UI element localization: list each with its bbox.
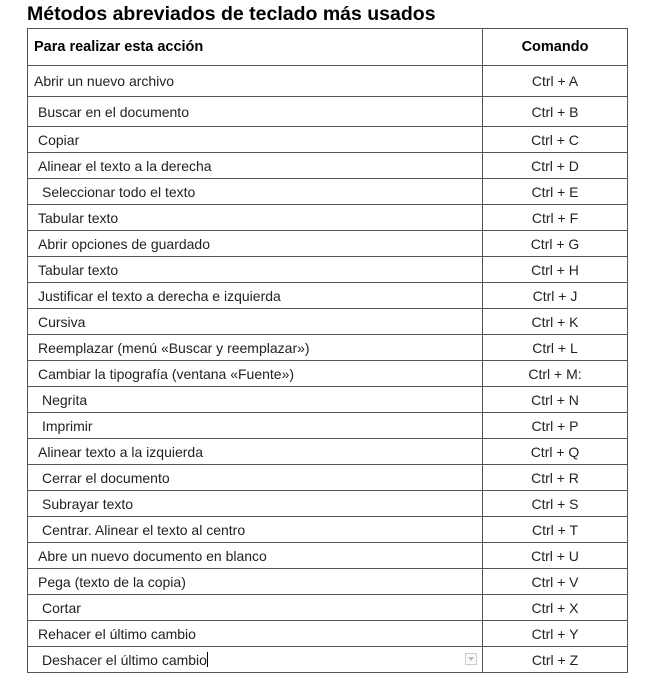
command-cell: Ctrl + C bbox=[483, 127, 628, 153]
action-cell bbox=[28, 205, 483, 231]
command-cell: Ctrl + Z bbox=[483, 647, 628, 673]
command-cell: Ctrl + F bbox=[483, 205, 628, 231]
table-row bbox=[28, 413, 628, 439]
action-cell bbox=[28, 465, 483, 491]
action-cell bbox=[28, 543, 483, 569]
action-cell bbox=[28, 439, 483, 465]
table-row bbox=[28, 66, 628, 97]
command-cell: Ctrl + U bbox=[483, 543, 628, 569]
action-text: Copiar bbox=[38, 131, 80, 148]
command-cell: Ctrl + N bbox=[483, 387, 628, 413]
table-row bbox=[28, 283, 628, 309]
command-cell: Ctrl + T bbox=[483, 517, 628, 543]
table-row bbox=[28, 153, 628, 179]
command-cell: Ctrl + H bbox=[483, 257, 628, 283]
action-text: Justificar el texto a derecha e izquierda bbox=[38, 287, 281, 304]
column-header-action: Para realizar esta acción bbox=[28, 29, 483, 66]
command-cell: Ctrl + G bbox=[483, 231, 628, 257]
action-text: Buscar en el documento bbox=[38, 103, 189, 120]
command-cell: Ctrl + P bbox=[483, 413, 628, 439]
header-row bbox=[28, 29, 628, 66]
page-title: Métodos abreviados de teclado más usados bbox=[27, 3, 436, 25]
action-cell bbox=[28, 309, 483, 335]
action-text: Reemplazar (menú «Buscar y reemplazar») bbox=[38, 339, 310, 356]
table-body bbox=[28, 66, 628, 673]
command-cell: Ctrl + R bbox=[483, 465, 628, 491]
action-text: Abrir opciones de guardado bbox=[38, 235, 211, 252]
action-cell bbox=[28, 595, 483, 621]
action-cell bbox=[28, 621, 483, 647]
table-row bbox=[28, 257, 628, 283]
action-text: Negrita bbox=[42, 391, 88, 408]
command-cell: Ctrl + D bbox=[483, 153, 628, 179]
action-cell bbox=[28, 361, 483, 387]
action-text: Abrir un nuevo archivo bbox=[34, 73, 175, 89]
column-header-command: Comando bbox=[483, 29, 628, 66]
command-cell: Ctrl + X bbox=[483, 595, 628, 621]
table-row bbox=[28, 569, 628, 595]
action-cell bbox=[28, 491, 483, 517]
table-row bbox=[28, 309, 628, 335]
action-text: Subrayar texto bbox=[42, 495, 134, 512]
action-cell bbox=[28, 231, 483, 257]
table-row bbox=[28, 647, 628, 673]
action-text: Imprimir bbox=[42, 417, 93, 434]
action-text: Tabular texto bbox=[38, 261, 119, 278]
table-row bbox=[28, 491, 628, 517]
table-row bbox=[28, 439, 628, 465]
table-row bbox=[28, 231, 628, 257]
action-cell bbox=[28, 97, 483, 127]
action-text: Centrar. Alinear el texto al centro bbox=[42, 521, 246, 538]
action-cell bbox=[28, 569, 483, 595]
action-cell bbox=[28, 127, 483, 153]
command-cell: Ctrl + Y bbox=[483, 621, 628, 647]
action-text: Cortar bbox=[42, 599, 81, 616]
command-cell: Ctrl + B bbox=[483, 97, 628, 127]
command-cell: Ctrl + S bbox=[483, 491, 628, 517]
dropdown-arrow-icon[interactable] bbox=[465, 653, 477, 665]
action-text: Deshacer el último cambio bbox=[42, 651, 207, 668]
command-cell: Ctrl + L bbox=[483, 335, 628, 361]
action-text: Rehacer el último cambio bbox=[38, 625, 196, 642]
action-cell bbox=[28, 647, 483, 673]
command-cell: Ctrl + K bbox=[483, 309, 628, 335]
command-cell: Ctrl + E bbox=[483, 179, 628, 205]
table-row bbox=[28, 621, 628, 647]
table-row bbox=[28, 97, 628, 127]
table-row bbox=[28, 205, 628, 231]
action-cell bbox=[28, 387, 483, 413]
action-text: Alinear texto a la izquierda bbox=[38, 443, 203, 460]
action-text: Cambiar la tipografía (ventana «Fuente») bbox=[38, 365, 295, 382]
action-text: Seleccionar todo el texto bbox=[42, 183, 196, 200]
action-cell bbox=[28, 257, 483, 283]
table-row bbox=[28, 127, 628, 153]
table-row bbox=[28, 179, 628, 205]
command-cell: Ctrl + Q bbox=[483, 439, 628, 465]
command-cell: Ctrl + M: bbox=[483, 361, 628, 387]
action-text: Pega (texto de la copia) bbox=[38, 573, 186, 590]
action-text: Cursiva bbox=[38, 313, 86, 330]
action-cell bbox=[28, 66, 483, 97]
table-row bbox=[28, 543, 628, 569]
command-cell: Ctrl + A bbox=[483, 66, 628, 97]
command-cell: Ctrl + J bbox=[483, 283, 628, 309]
table-row bbox=[28, 387, 628, 413]
text-caret bbox=[207, 652, 208, 667]
table-row bbox=[28, 361, 628, 387]
table-row bbox=[28, 517, 628, 543]
action-text: Abre un nuevo documento en blanco bbox=[38, 547, 267, 564]
action-cell bbox=[28, 179, 483, 205]
action-cell bbox=[28, 517, 483, 543]
action-cell bbox=[28, 153, 483, 179]
table-row bbox=[28, 335, 628, 361]
action-cell bbox=[28, 413, 483, 439]
shortcuts-table bbox=[27, 28, 628, 673]
action-text: Tabular texto bbox=[38, 209, 119, 226]
action-cell bbox=[28, 335, 483, 361]
command-cell: Ctrl + V bbox=[483, 569, 628, 595]
action-cell bbox=[28, 283, 483, 309]
action-text: Alinear el texto a la derecha bbox=[38, 157, 212, 174]
table-row bbox=[28, 465, 628, 491]
action-text: Cerrar el documento bbox=[42, 469, 170, 486]
table-row bbox=[28, 595, 628, 621]
